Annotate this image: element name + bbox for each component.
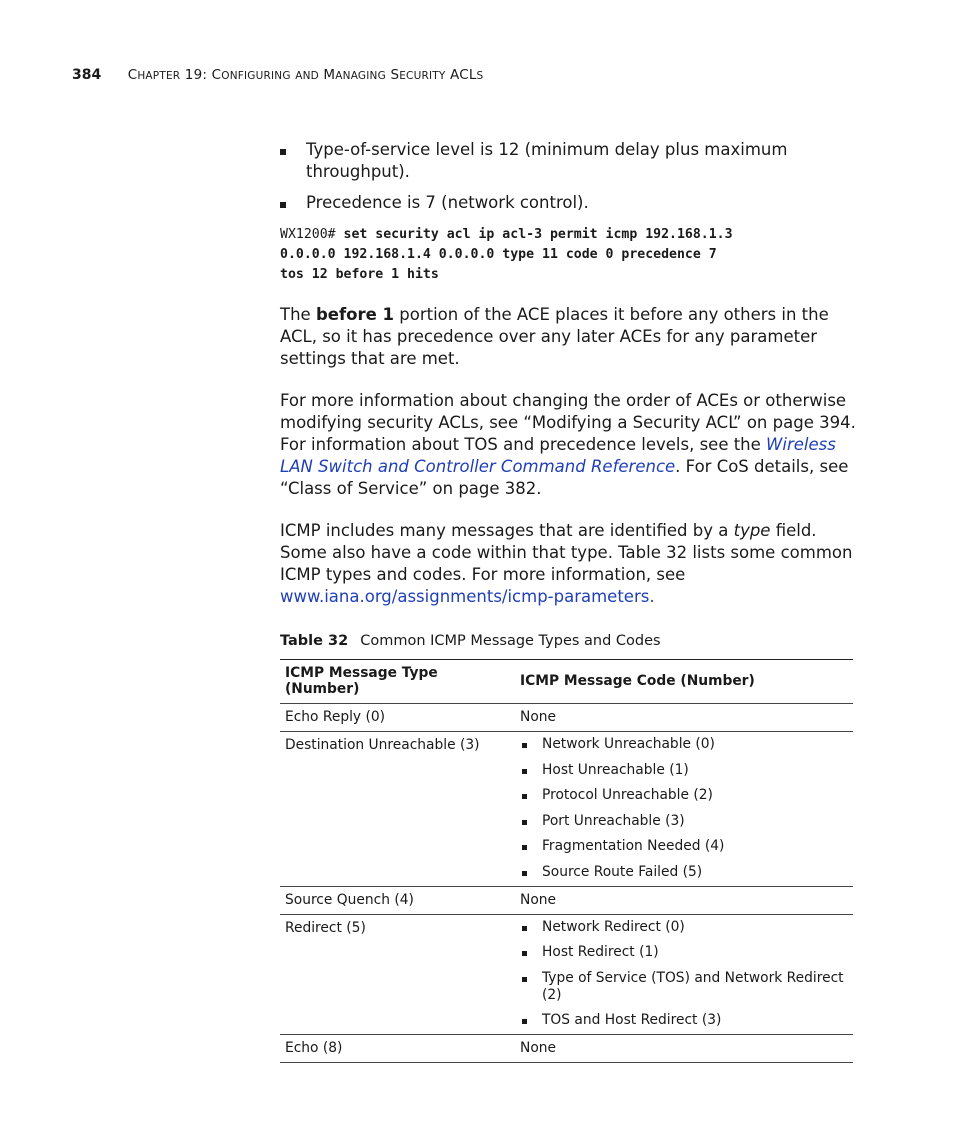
code-list-item: Port Unreachable (3) <box>520 813 848 830</box>
code-cell: None <box>515 886 853 914</box>
type-cell: Echo (8) <box>280 1035 515 1063</box>
code-list-item: Type of Service (TOS) and Network Redirect (2) <box>520 970 848 1004</box>
code-cell <box>515 914 853 1035</box>
paragraph: ICMP includes many messages that are identified by a type field. Some also have a code within that type. Table 32 lists some common ICMP types and codes. For more information, see www.iana.org/assignments/icmp-parameters. <box>280 521 853 606</box>
page-header <box>72 67 483 83</box>
code-line: tos 12 before 1 hits <box>280 267 439 282</box>
code-list-item: TOS and Host Redirect (3) <box>520 1012 848 1029</box>
table-row <box>280 914 853 1035</box>
code-line: 0.0.0.0 192.168.1.4 0.0.0.0 type 11 code 0 precedence 7 <box>280 247 717 262</box>
column-header: ICMP Message Type (Number) <box>280 660 515 704</box>
code-line: set security acl ip acl-3 permit icmp 192.168.1.3 <box>335 227 733 242</box>
code-list-item: Network Unreachable (0) <box>520 736 848 753</box>
code-list-item: Host Unreachable (1) <box>520 762 848 779</box>
chapter-title: CHAPTER 19: CONFIGURING AND MANAGING SECURITY ACLS <box>127 67 484 83</box>
type-cell: Destination Unreachable (3) <box>280 732 515 887</box>
table-row <box>280 704 853 732</box>
column-header: ICMP Message Code (Number) <box>515 660 853 704</box>
code-example <box>280 225 860 285</box>
code-list-item: Source Route Failed (5) <box>520 864 848 881</box>
iana-link[interactable]: www.iana.org/assignments/icmp-parameters. <box>280 587 655 606</box>
reference-link[interactable]: Wireless LAN Switch and Controller Command Reference <box>280 435 836 476</box>
code-cell <box>515 732 853 887</box>
table-row <box>280 732 853 887</box>
type-cell: Source Quench (4) <box>280 886 515 914</box>
type-cell: Redirect (5) <box>280 914 515 1035</box>
table-header-row <box>280 660 853 704</box>
code-list-item: Host Redirect (1) <box>520 944 848 961</box>
code-prompt: WX1200# <box>280 227 336 242</box>
type-cell: Echo Reply (0) <box>280 704 515 732</box>
table-row <box>280 1035 853 1063</box>
paragraph: The before 1 portion of the ACE places it before any others in the ACL, so it has precedence over any later ACEs for any parameter settings that are met. <box>280 305 829 368</box>
bullet-item: Precedence is 7 (network control). <box>280 192 860 214</box>
page-number: 384 <box>72 67 102 83</box>
table-caption: Table 32 Common ICMP Message Types and Codes <box>280 633 661 649</box>
paragraph: For more information about changing the order of ACEs or otherwise modifying security ACLs, see “Modifying a Security ACL” on page 394. For information about TOS and precedence levels, see the Wireless LAN Switch and Controller Command Reference. For CoS details, see “Class of Service” on page 382. <box>280 391 856 498</box>
bullet-item: Type-of-service level is 12 (minimum delay plus maximum throughput). <box>280 139 860 183</box>
code-cell: None <box>515 704 853 732</box>
page-content <box>280 139 860 1063</box>
code-list-item: Fragmentation Needed (4) <box>520 838 848 855</box>
code-list-item: Network Redirect (0) <box>520 919 848 936</box>
table-row <box>280 886 853 914</box>
code-cell: None <box>515 1035 853 1063</box>
icmp-table <box>280 659 853 1063</box>
code-list-item: Protocol Unreachable (2) <box>520 787 848 804</box>
